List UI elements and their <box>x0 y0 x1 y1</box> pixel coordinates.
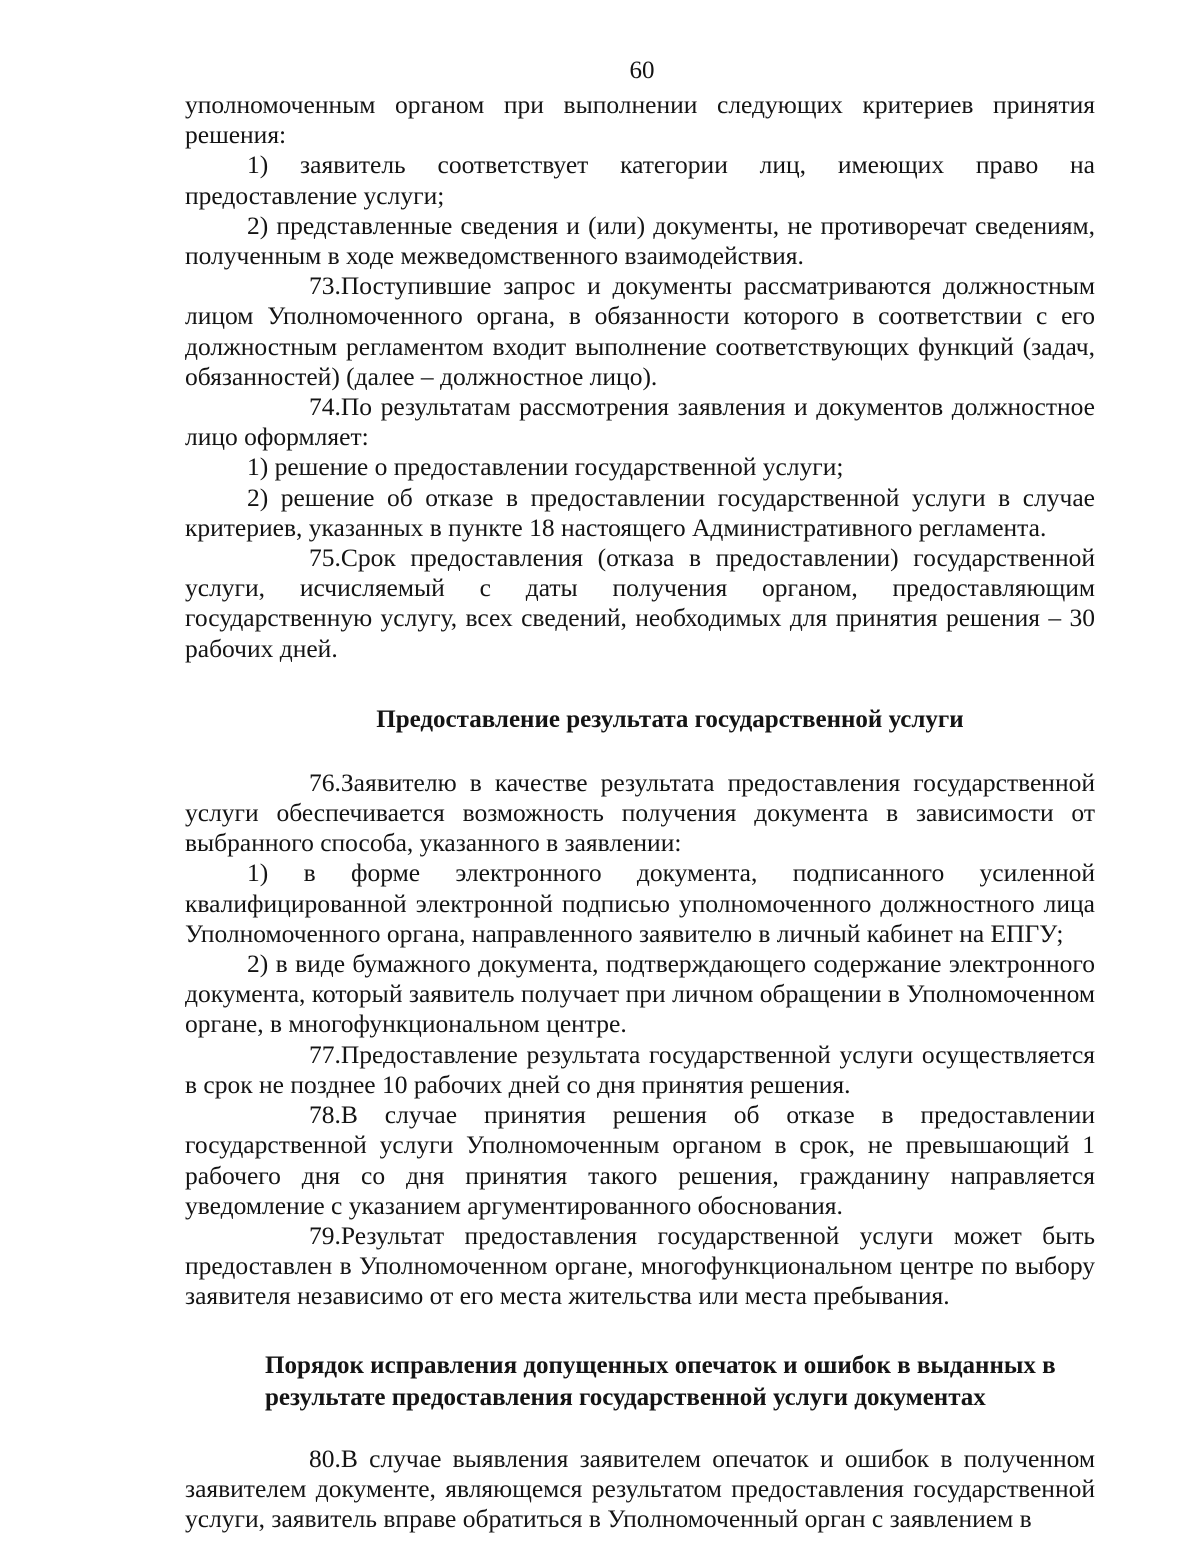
paragraph-78 <box>185 1100 1095 1221</box>
page-number: 60 <box>629 57 655 84</box>
heading-line-2: результате предоставления государственной услуги документах <box>265 1383 986 1411</box>
paragraph-75 <box>185 543 1095 664</box>
paragraph-text: По результатам рассмотрения заявления и документов должностное лицо оформляет: <box>185 392 1095 452</box>
paragraph-number: 76. <box>309 767 341 797</box>
paragraph-criteria-intro: уполномоченным органом при выполнении следующих критериев принятия решения: <box>185 90 1095 150</box>
list-item: 1) решение о предоставлении государственной услуги; <box>247 452 844 482</box>
paragraph-74 <box>185 392 1095 452</box>
paragraph-number: 79. <box>309 1220 341 1250</box>
list-item: 2) решение об отказе в предоставлении государственной услуги в случае критериев, указанных в пункте 18 настоящего Административного регламента. <box>185 482 1095 542</box>
paragraph-number: 75. <box>309 543 341 573</box>
heading-text: Предоставление результата государственной услуги <box>376 705 964 733</box>
section-c <box>185 1444 1095 1535</box>
document-page <box>185 56 1095 1536</box>
paragraph-text: В случае принятия решения об отказе в предоставлении государственной услуги Уполномоченным органом в срок, не превышающий 1 рабочего дня со дня принятия такого решения, гражданину направляется уведомление с указанием аргументированного обоснования. <box>185 1100 1095 1220</box>
paragraph-73 <box>185 271 1095 392</box>
paragraph-text: Результат предоставления государственной услуги может быть предоставлен в Уполномоченном органе, многофункциональном центре по выбору заявителя независимо от его места жительства или места пребывания. <box>185 1220 1095 1311</box>
paragraph-number: 74. <box>309 392 341 422</box>
paragraph-number: 78. <box>309 1100 341 1130</box>
heading-line-1: Порядок исправления допущенных опечаток и ошибок в выданных в <box>265 1351 1056 1379</box>
paragraph-text: В случае выявления заявителем опечаток и ошибок в полученном заявителем документе, являющемся результатом предоставления государственной услуги, заявитель вправе обратиться в Уполномоченный орган с заявлением в <box>185 1443 1095 1533</box>
section-heading-result <box>185 704 1095 736</box>
list-item: 1) в форме электронного документа, подписанного усиленной квалифицированной электронной подписью уполномоченного должностного лица Уполномоченного органа, направленного заявителю в личный кабинет на ЕПГУ; <box>185 858 1095 948</box>
paragraph-77 <box>185 1040 1095 1100</box>
paragraph-number: 73. <box>309 271 341 301</box>
paragraph-79 <box>185 1221 1095 1312</box>
paragraph-text: Заявителю в качестве результата предоставления государственной услуги обеспечивается возможность получения документа в зависимости от выбранного способа, указанного в заявлении: <box>185 767 1095 858</box>
paragraph-text: Срок предоставления (отказа в предоставлении) государственной услуги, исчисляемый с даты получения органом, предоставляющим государственную услугу, всех сведений, необходимых для принятия решения – 30 рабочих дней. <box>185 543 1095 663</box>
list-item: 2) представленные сведения и (или) документы, не противоречат сведениям, полученным в ходе межведомственного взаимодействия. <box>185 210 1095 271</box>
paragraph-text: Предоставление результата государственной услуги осуществляется в срок не позднее 10 рабочих дней со дня принятия решения. <box>185 1039 1095 1099</box>
section-heading-corrections <box>185 1350 1095 1414</box>
list-item: 2) в виде бумажного документа, подтверждающего содержание электронного документа, который заявитель получает при личном обращении в Уполномоченном органе, в многофункциональном центре. <box>185 949 1095 1039</box>
section-a <box>185 90 1095 664</box>
paragraph-80 <box>185 1444 1095 1535</box>
section-b <box>185 768 1095 1312</box>
list-item: 1) заявитель соответствует категории лиц, имеющих право на предоставление услуги; <box>185 150 1095 210</box>
paragraph-number: 80. <box>309 1443 341 1473</box>
paragraph-text: Поступившие запрос и документы рассматриваются должностным лицом Уполномоченного органа, в обязанности которого в соответствии с его должностным регламентом входит выполнение соответствующих функций (задач, обязанностей) (далее – должностное лицо). <box>185 271 1095 391</box>
paragraph-number: 77. <box>309 1039 341 1069</box>
paragraph-76 <box>185 768 1095 859</box>
